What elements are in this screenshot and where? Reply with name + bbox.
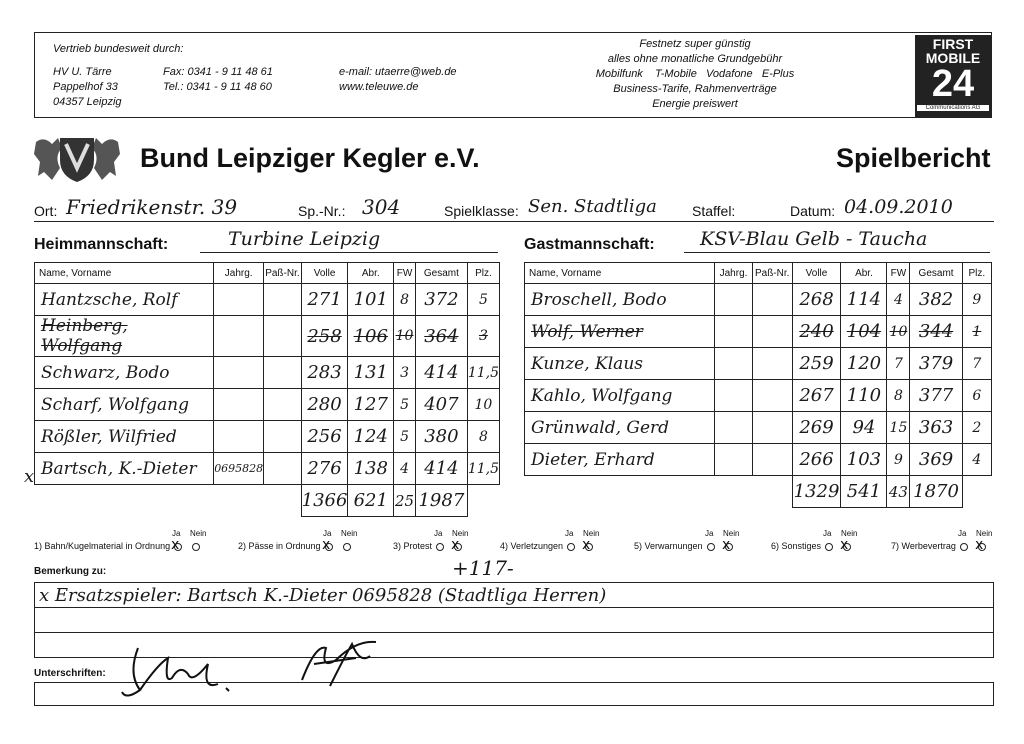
player-plz[interactable]: 7: [962, 348, 991, 380]
home-rows: [35, 284, 500, 485]
check-x-mark: x: [840, 537, 849, 553]
player-fw[interactable]: 7: [887, 348, 910, 380]
col-gesamt: Gesamt: [415, 263, 467, 284]
col-volle: Volle: [792, 263, 841, 284]
player-pass[interactable]: [752, 412, 792, 444]
player-plz[interactable]: 3: [467, 316, 499, 357]
check-ja-label: Ja: [565, 529, 574, 538]
player-volle[interactable]: 267: [792, 380, 841, 412]
player-jahrg[interactable]: [715, 412, 753, 444]
home-total-gesamt[interactable]: 1987: [415, 485, 467, 517]
player-name[interactable]: Schwarz, Bodo: [35, 357, 214, 389]
player-fw[interactable]: 8: [887, 380, 910, 412]
substitute-x-mark: x: [24, 466, 35, 487]
col-pass: Paß-Nr.: [264, 263, 301, 284]
check-ja-label: Ja: [172, 529, 181, 538]
point-difference[interactable]: +117-: [452, 556, 514, 580]
check-nein-radio[interactable]: [192, 543, 200, 551]
vendor-address-3: 04357 Leipzig: [53, 96, 122, 108]
col-plz: Plz.: [467, 263, 499, 284]
vendor-ad-line: Mobilfunk T-Mobile Vodafone E-Plus: [595, 68, 795, 80]
player-volle[interactable]: 276: [301, 453, 348, 485]
player-volle[interactable]: 280: [301, 389, 348, 421]
player-pass[interactable]: [264, 453, 301, 485]
check-label: 5) Verwarnungen: [634, 541, 703, 551]
coat-of-arms-icon: [34, 134, 120, 184]
player-fw[interactable]: 4: [394, 453, 416, 485]
logo-subtext: Communications AG: [917, 105, 989, 111]
guest-label: Gastmannschaft:: [524, 236, 655, 253]
player-plz[interactable]: 2: [962, 412, 991, 444]
remarks-text-1[interactable]: x Ersatzspieler: Bartsch K.-Dieter 0695828 (Stadtliga Herren): [39, 585, 607, 606]
player-name[interactable]: Dieter, Erhard: [525, 444, 715, 476]
player-abr[interactable]: 124: [348, 421, 394, 453]
player-fw[interactable]: 4: [887, 284, 910, 316]
player-gesamt[interactable]: 382: [910, 284, 962, 316]
check-label: 4) Verletzungen: [500, 541, 564, 551]
player-row: [35, 421, 500, 453]
check-label: 6) Sonstiges: [771, 541, 822, 551]
check-nein-label: Nein: [583, 529, 600, 538]
check-x-mark: x: [451, 537, 460, 553]
check-ja-label: Ja: [705, 529, 714, 538]
guest-team-underline: [684, 252, 990, 253]
spnr-label: Sp.-Nr.:: [298, 203, 346, 219]
player-row: [35, 316, 500, 357]
vendor-web: www.teleuwe.de: [339, 81, 419, 93]
datum-label: Datum:: [790, 203, 836, 219]
player-volle[interactable]: 271: [301, 284, 348, 316]
player-abr[interactable]: 94: [841, 412, 887, 444]
check-nein-label: Nein: [190, 529, 207, 538]
player-row: [35, 284, 500, 316]
doc-type: Spielbericht: [836, 143, 991, 173]
vendor-ad-line: Festnetz super günstig: [639, 38, 751, 50]
player-plz[interactable]: 11,5: [467, 453, 499, 485]
player-name[interactable]: Scharf, Wolfgang: [35, 389, 214, 421]
home-team-underline: [200, 252, 498, 253]
player-gesamt[interactable]: 372: [415, 284, 467, 316]
player-pass[interactable]: [752, 444, 792, 476]
player-row: [525, 284, 992, 316]
vendor-ad-line: Energie preiswert: [652, 98, 738, 110]
player-abr[interactable]: 127: [348, 389, 394, 421]
player-pass[interactable]: [264, 357, 301, 389]
check-nein-label: Nein: [452, 529, 469, 538]
player-abr[interactable]: 114: [841, 284, 887, 316]
ort-value[interactable]: Friedrikenstr. 39: [66, 195, 238, 219]
player-name[interactable]: Bartsch, K.-Dieter: [35, 453, 214, 485]
check-ja-label: Ja: [323, 529, 332, 538]
signature-2: [296, 634, 406, 699]
guest-team[interactable]: KSV-Blau Gelb - Taucha: [700, 228, 928, 250]
player-row: [35, 389, 500, 421]
player-fw[interactable]: 5: [394, 421, 416, 453]
player-gesamt[interactable]: 380: [415, 421, 467, 453]
player-jahrg[interactable]: [214, 421, 264, 453]
col-name: Name, Vorname: [35, 263, 214, 284]
check-x-mark: x: [722, 537, 731, 553]
player-abr[interactable]: 138: [348, 453, 394, 485]
player-name[interactable]: Heinberg, Wolfgang: [35, 316, 214, 357]
check-x-mark: x: [322, 537, 331, 553]
vendor-tel: Tel.: 0341 - 9 11 48 60: [163, 81, 272, 93]
player-jahrg[interactable]: [214, 316, 264, 357]
player-name[interactable]: Wolf, Werner: [525, 316, 715, 348]
guest-total-row: [525, 476, 992, 508]
check-x-mark: x: [171, 537, 180, 553]
player-name[interactable]: Kahlo, Wolfgang: [525, 380, 715, 412]
col-fw: FW: [887, 263, 910, 284]
player-abr[interactable]: 110: [841, 380, 887, 412]
home-team[interactable]: Turbine Leipzig: [228, 228, 381, 250]
check-ja-radio[interactable]: [707, 543, 715, 551]
player-fw[interactable]: 10: [394, 316, 416, 357]
spnr-value[interactable]: 304: [362, 195, 401, 219]
check-label: 7) Werbevertrag: [891, 541, 956, 551]
remarks-label: Bemerkung zu:: [34, 566, 107, 577]
info-underline: [34, 221, 994, 222]
player-gesamt[interactable]: 379: [910, 348, 962, 380]
player-jahrg[interactable]: [715, 316, 753, 348]
player-fw[interactable]: 8: [394, 284, 416, 316]
page-title: Bund Leipziger Kegler e.V.: [140, 143, 480, 173]
player-jahrg[interactable]: [715, 380, 753, 412]
player-gesamt[interactable]: 364: [415, 316, 467, 357]
guest-total-abr[interactable]: 541: [841, 476, 887, 508]
player-fw[interactable]: 15: [887, 412, 910, 444]
player-plz[interactable]: 1: [962, 316, 991, 348]
vendor-fax: Fax: 0341 - 9 11 48 61: [163, 66, 273, 78]
check-nein-radio[interactable]: [343, 543, 351, 551]
col-jahrg: Jahrg.: [214, 263, 264, 284]
player-jahrg[interactable]: [715, 284, 753, 316]
vendor-address-1: HV U. Tärre: [53, 66, 112, 78]
check-label: 3) Protest: [393, 541, 433, 551]
col-fw: FW: [394, 263, 416, 284]
player-volle[interactable]: 268: [792, 284, 841, 316]
player-pass[interactable]: [264, 389, 301, 421]
home-label: Heimmannschaft:: [34, 236, 169, 253]
player-abr[interactable]: 106: [348, 316, 394, 357]
remarks-line: [35, 607, 993, 608]
check-ja-label: Ja: [823, 529, 832, 538]
home-total-fw[interactable]: 25: [394, 485, 416, 517]
player-abr[interactable]: 103: [841, 444, 887, 476]
player-fw[interactable]: 10: [887, 316, 910, 348]
player-fw[interactable]: 5: [394, 389, 416, 421]
col-plz: Plz.: [962, 263, 991, 284]
vendor-email: e-mail: utaerre@web.de: [339, 66, 457, 78]
player-row: [525, 316, 992, 348]
home-total-row: [35, 485, 500, 517]
check-x-mark: x: [582, 537, 591, 553]
player-volle[interactable]: 256: [301, 421, 348, 453]
player-jahrg[interactable]: [214, 389, 264, 421]
player-row: [525, 412, 992, 444]
player-pass[interactable]: [264, 284, 301, 316]
vendor-ad-line: alles ohne monatliche Grundgebühr: [607, 53, 783, 65]
player-gesamt[interactable]: 344: [910, 316, 962, 348]
home-total-volle[interactable]: 1366: [301, 485, 348, 517]
player-plz[interactable]: 10: [467, 389, 499, 421]
player-volle[interactable]: 240: [792, 316, 841, 348]
player-name[interactable]: Broschell, Bodo: [525, 284, 715, 316]
guest-total-volle[interactable]: 1329: [792, 476, 841, 508]
player-plz[interactable]: 6: [962, 380, 991, 412]
player-jahrg[interactable]: [214, 284, 264, 316]
datum-value[interactable]: 04.09.2010: [844, 196, 953, 218]
klasse-value[interactable]: Sen. Stadtliga: [528, 196, 657, 217]
player-volle[interactable]: 266: [792, 444, 841, 476]
signature-1: [118, 644, 268, 709]
vendor-address-2: Pappelhof 33: [53, 81, 118, 93]
player-jahrg[interactable]: [715, 348, 753, 380]
player-jahrg[interactable]: 0695828: [214, 453, 264, 485]
player-fw[interactable]: 3: [394, 357, 416, 389]
check-ja-radio[interactable]: [825, 543, 833, 551]
vendor-title: Vertrieb bundesweit durch:: [53, 43, 184, 55]
guest-table: [524, 262, 992, 508]
check-ja-label: Ja: [958, 529, 967, 538]
player-gesamt[interactable]: 369: [910, 444, 962, 476]
check-ja-label: Ja: [434, 529, 443, 538]
signatures-label: Unterschriften:: [34, 668, 106, 679]
klasse-label: Spielklasse:: [444, 203, 519, 219]
player-row: [525, 380, 992, 412]
first-mobile-logo: [915, 35, 991, 117]
home-header-row: [35, 263, 500, 284]
player-row: [525, 444, 992, 476]
player-abr[interactable]: 120: [841, 348, 887, 380]
player-jahrg[interactable]: [214, 357, 264, 389]
player-gesamt[interactable]: 414: [415, 357, 467, 389]
player-pass[interactable]: [752, 380, 792, 412]
check-nein-label: Nein: [841, 529, 858, 538]
player-name[interactable]: Rößler, Wilfried: [35, 421, 214, 453]
player-row: [35, 357, 500, 389]
player-abr[interactable]: 104: [841, 316, 887, 348]
player-plz[interactable]: 9: [962, 284, 991, 316]
player-plz[interactable]: 4: [962, 444, 991, 476]
player-plz[interactable]: 8: [467, 421, 499, 453]
check-nein-label: Nein: [723, 529, 740, 538]
player-plz[interactable]: 11,5: [467, 357, 499, 389]
player-name[interactable]: Kunze, Klaus: [525, 348, 715, 380]
player-pass[interactable]: [752, 316, 792, 348]
col-abr: Abr.: [841, 263, 887, 284]
check-ja-radio[interactable]: [436, 543, 444, 551]
col-jahrg: Jahrg.: [715, 263, 753, 284]
player-fw[interactable]: 9: [887, 444, 910, 476]
col-abr: Abr.: [348, 263, 394, 284]
logo-number: 24: [931, 63, 975, 105]
staffel-label: Staffel:: [692, 203, 736, 219]
vendor-ad-line: Business-Tarife, Rahmenverträge: [613, 83, 777, 95]
check-label: 2) Pässe in Ordnung: [238, 541, 321, 551]
home-total-abr[interactable]: 621: [348, 485, 394, 517]
player-name[interactable]: Grünwald, Gerd: [525, 412, 715, 444]
player-pass[interactable]: [752, 284, 792, 316]
vendor-ad: [555, 37, 835, 112]
guest-total-fw[interactable]: 43: [887, 476, 910, 508]
col-gesamt: Gesamt: [910, 263, 962, 284]
player-volle[interactable]: 283: [301, 357, 348, 389]
check-nein-label: Nein: [341, 529, 358, 538]
player-pass[interactable]: [264, 316, 301, 357]
col-volle: Volle: [301, 263, 348, 284]
remarks-line: [35, 632, 993, 633]
home-table: [34, 262, 500, 517]
player-gesamt[interactable]: 414: [415, 453, 467, 485]
player-pass[interactable]: [752, 348, 792, 380]
player-abr[interactable]: 131: [348, 357, 394, 389]
player-volle[interactable]: 258: [301, 316, 348, 357]
check-nein-label: Nein: [976, 529, 993, 538]
player-jahrg[interactable]: [715, 444, 753, 476]
player-volle[interactable]: 259: [792, 348, 841, 380]
vendor-header: [34, 32, 992, 118]
col-pass: Paß-Nr.: [752, 263, 792, 284]
player-gesamt[interactable]: 363: [910, 412, 962, 444]
player-gesamt[interactable]: 407: [415, 389, 467, 421]
check-ja-radio[interactable]: [960, 543, 968, 551]
player-row: [35, 453, 500, 485]
logo-text: FIRST MOBILE: [925, 36, 981, 66]
check-label: 1) Bahn/Kugelmaterial in Ordnung: [34, 541, 171, 551]
check-x-mark: x: [975, 537, 984, 553]
guest-total-gesamt[interactable]: 1870: [910, 476, 962, 508]
guest-header-row: [525, 263, 992, 284]
player-name[interactable]: Hantzsche, Rolf: [35, 284, 214, 316]
col-name: Name, Vorname: [525, 263, 715, 284]
player-pass[interactable]: [264, 421, 301, 453]
player-gesamt[interactable]: 377: [910, 380, 962, 412]
guest-rows: [525, 284, 992, 476]
player-volle[interactable]: 269: [792, 412, 841, 444]
player-abr[interactable]: 101: [348, 284, 394, 316]
ort-label: Ort:: [34, 203, 58, 219]
player-plz[interactable]: 5: [467, 284, 499, 316]
player-row: [525, 348, 992, 380]
check-ja-radio[interactable]: [567, 543, 575, 551]
